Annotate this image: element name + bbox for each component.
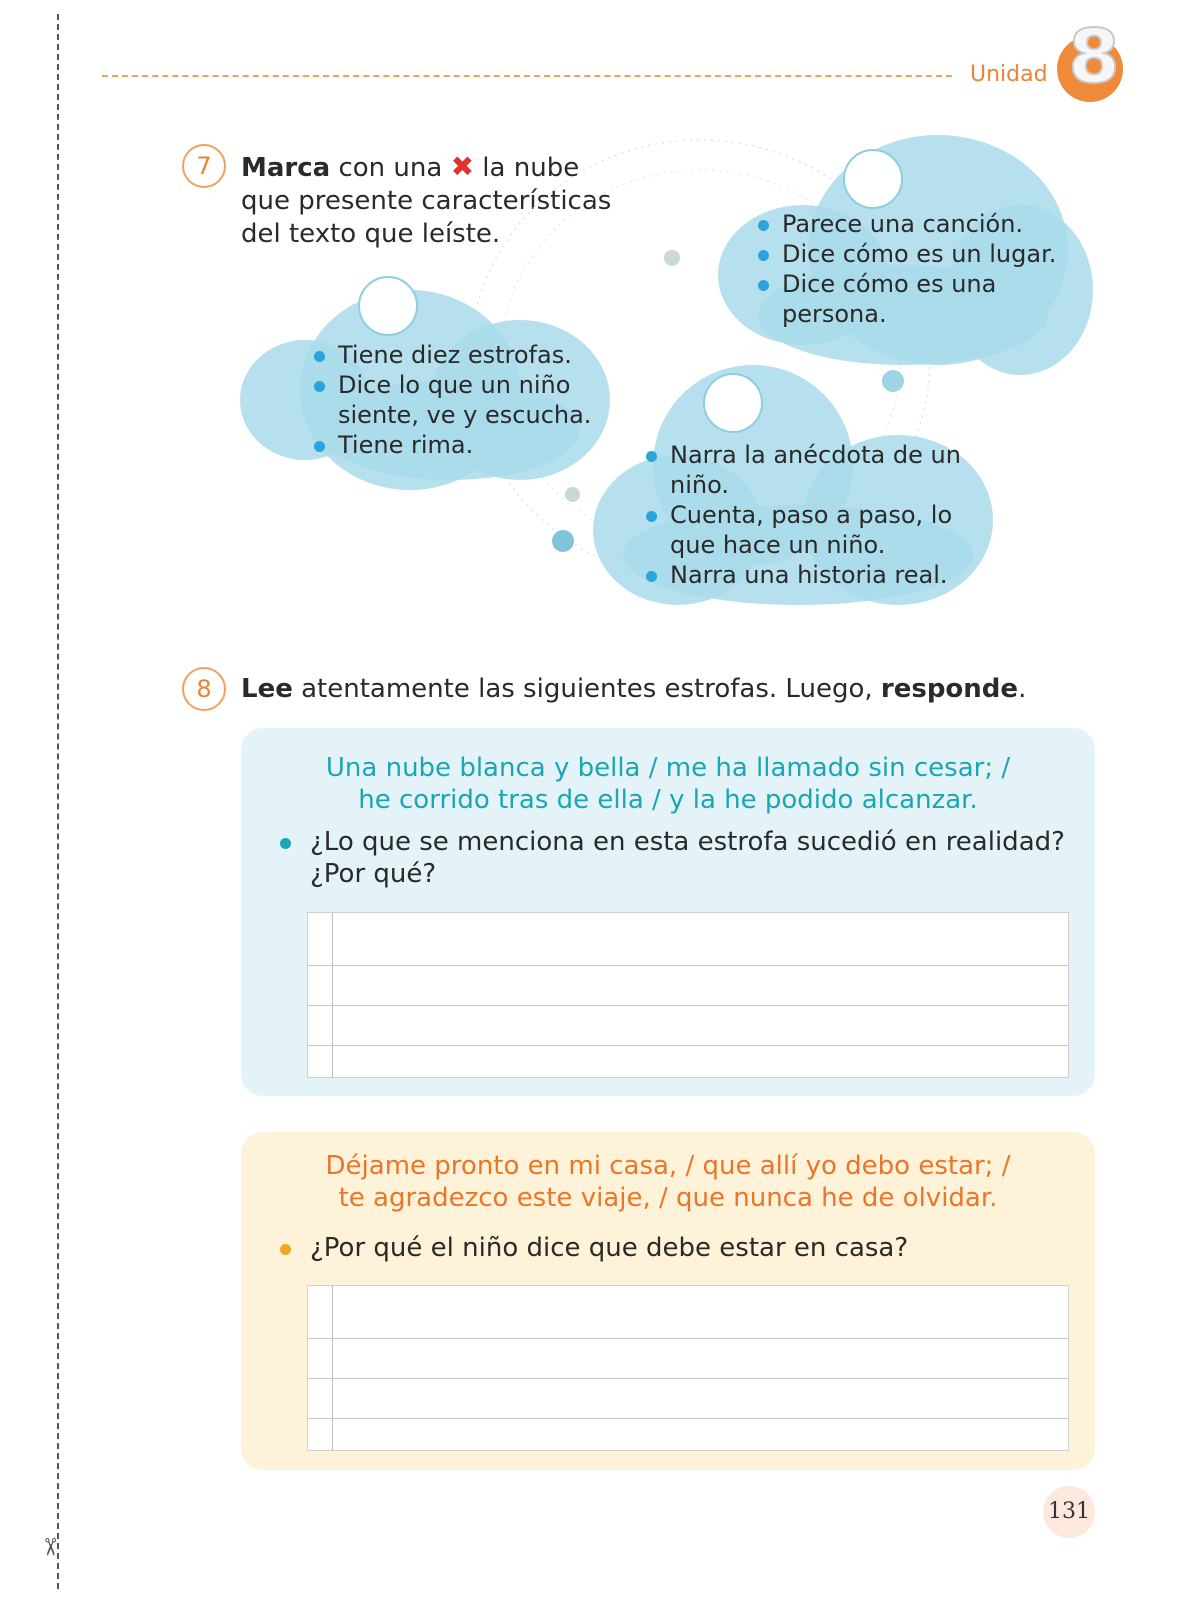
instruction-bold: Marca	[241, 153, 331, 183]
stanza-line: te agradezco este viaje, / que nunca he de olvidar.	[338, 1183, 998, 1213]
cloud-item: Narra la anécdota de un niño.	[646, 440, 986, 500]
scissors-icon: ✂	[36, 1536, 65, 1558]
unit-number: 8	[1068, 14, 1120, 100]
instruction-text: con una	[330, 153, 451, 183]
unit-label: Unidad	[970, 62, 1048, 87]
cloud-item: Dice cómo es una persona.	[758, 269, 1098, 329]
cloud-item: Tiene diez estrofas.	[314, 340, 614, 370]
decorative-dot	[565, 487, 580, 502]
decorative-dot	[664, 250, 680, 266]
question-line: ¿Por qué?	[310, 859, 437, 889]
checkbox-circle[interactable]	[703, 373, 763, 433]
checkbox-circle[interactable]	[358, 276, 418, 336]
page-number: 131	[1043, 1486, 1095, 1538]
question-2	[280, 1232, 1110, 1264]
answer-area-2[interactable]	[307, 1285, 1069, 1451]
cloud-item: Narra una historia real.	[646, 560, 986, 590]
instruction-text: .	[1018, 674, 1027, 704]
stanza-line: he corrido tras de ella / y la he podido alcanzar.	[358, 785, 978, 815]
exercise-number-7: 7	[182, 144, 226, 188]
question-1	[280, 826, 1110, 890]
question-line: ¿Por qué el niño dice que debe estar en casa?	[310, 1233, 909, 1263]
stanza-line: Una nube blanca y bella / me ha llamado sin cesar; /	[325, 753, 1011, 783]
instruction-bold: responde	[880, 674, 1019, 704]
header-dashed-rule	[102, 75, 952, 77]
stanza-1	[241, 752, 1095, 816]
instruction-text: la nube	[474, 153, 580, 183]
cloud-item: Cuenta, paso a paso, lo que hace un niño.	[646, 500, 986, 560]
decorative-dot	[552, 530, 574, 552]
cloud-item: Parece una canción.	[758, 209, 1098, 239]
cloud-option-2	[718, 135, 1098, 380]
instruction-bold: Lee	[241, 674, 293, 704]
decorative-dot	[882, 370, 904, 392]
instruction-line: del texto que leíste.	[241, 219, 501, 249]
exercise8-instruction	[241, 673, 1091, 706]
cloud-item: Tiene rima.	[314, 430, 614, 460]
checkbox-circle[interactable]	[843, 149, 903, 209]
exercise-number-8: 8	[182, 667, 226, 711]
answer-area-1[interactable]	[307, 912, 1069, 1078]
x-mark-icon: ✖	[450, 150, 475, 183]
question-line: ¿Lo que se menciona en esta estrofa sucedió en realidad?	[310, 827, 1065, 857]
cut-line	[57, 14, 59, 1589]
bullet-icon	[280, 1244, 291, 1255]
instruction-text: atentamente las siguientes estrofas. Luego,	[292, 674, 881, 704]
cloud-item: Dice cómo es un lugar.	[758, 239, 1098, 269]
stanza-line: Déjame pronto en mi casa, / que allí yo debo estar; /	[325, 1151, 1011, 1181]
bullet-icon	[280, 838, 291, 849]
cloud-item: Dice lo que un niño siente, ve y escucha.	[314, 370, 614, 430]
cloud-option-1	[240, 270, 620, 490]
stanza-2	[241, 1150, 1095, 1214]
cloud-option-3	[593, 365, 993, 610]
instruction-line: que presente características	[241, 186, 612, 216]
